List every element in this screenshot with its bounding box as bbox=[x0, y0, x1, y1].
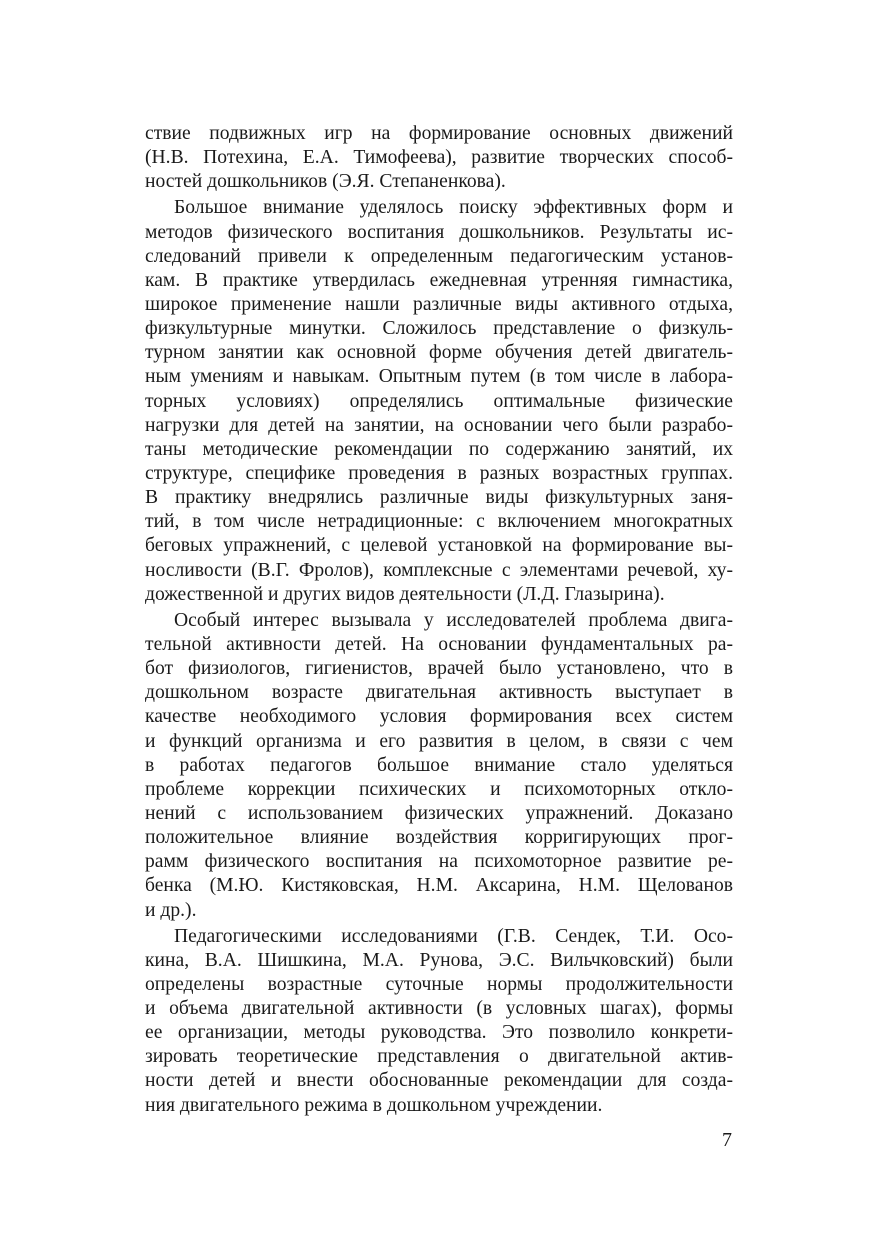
text-line: следований привели к определенным педагогическим установ- bbox=[145, 245, 733, 267]
text-line: зировать теоретические представления о двигательной актив- bbox=[145, 1046, 733, 1068]
text-line: и объема двигательной активности (в условных шагах), формы bbox=[145, 998, 733, 1020]
text-line: определены возрастные суточные нормы продолжительности bbox=[145, 973, 733, 995]
paragraph-1 bbox=[145, 122, 733, 194]
text-line: физкультурные минутки. Сложилось представление о физкуль- bbox=[145, 318, 733, 340]
text-line: дошкольном возрасте двигательная активность выступает в bbox=[145, 682, 733, 704]
text-line: дожественной и других видов деятельности (Л.Д. Глазырина). bbox=[145, 583, 665, 605]
text-line: кам. В практике утвердилась ежедневная утренняя гимнастика, bbox=[145, 269, 733, 291]
text-line: в работах педагогов большое внимание стало уделяться bbox=[145, 754, 733, 776]
text-line: Особый интерес вызывала у исследователей проблема двига- bbox=[174, 609, 733, 631]
text-line: бенка (М.Ю. Кистяковская, Н.М. Аксарина, Н.М. Щелованов bbox=[145, 875, 733, 897]
text-line: широкое применение нашли различные виды активного отдыха, bbox=[145, 293, 733, 315]
text-line: Педагогическими исследованиями (Г.В. Сендек, Т.И. Осо- bbox=[174, 925, 733, 947]
text-line: нений с использованием физических упражнений. Доказано bbox=[145, 802, 733, 824]
text-line: ствие подвижных игр на формирование основных движений bbox=[145, 123, 733, 144]
text-line: тельной активности детей. На основании фундаментальных ра- bbox=[145, 633, 733, 655]
text-line: бот физиологов, гигиенистов, врачей было установлено, что в bbox=[145, 658, 733, 680]
paragraph-4 bbox=[145, 925, 733, 1118]
text-line: рамм физического воспитания на психомоторное развитие ре- bbox=[145, 851, 733, 873]
text-line: носливости (В.Г. Фролов), комплексные с элементами речевой, ху- bbox=[145, 559, 733, 581]
text-line: таны методические рекомендации по содержанию занятий, их bbox=[145, 438, 733, 460]
text-line: турном занятии как основной форме обучения детей двигатель- bbox=[145, 342, 733, 364]
text-line: (Н.В. Потехина, Е.А. Тимофеева), развитие творческих способ- bbox=[145, 147, 733, 169]
text-line: ее организации, методы руководства. Это позволило конкрети- bbox=[145, 1022, 733, 1044]
page-number: 7 bbox=[722, 1129, 732, 1151]
paragraph-2 bbox=[145, 196, 733, 606]
text-line: тий, в том числе нетрадиционные: с включением многократных bbox=[145, 511, 733, 533]
text-line: Большое внимание уделялось поиску эффективных форм и bbox=[174, 197, 733, 219]
text-line: беговых упражнений, с целевой установкой на формирование вы- bbox=[145, 535, 733, 557]
text-line: В практику внедрялись различные виды физкультурных заня- bbox=[145, 487, 733, 509]
text-line: ния двигательного режима в дошкольном учреждении. bbox=[145, 1094, 603, 1116]
paragraph-3 bbox=[145, 609, 733, 923]
text-line: торных условиях) определялись оптимальные физические bbox=[145, 390, 733, 412]
page-body bbox=[145, 122, 733, 1118]
text-line: ностей дошкольников (Э.Я. Степаненкова). bbox=[145, 171, 506, 193]
text-line: кина, В.А. Шишкина, М.А. Рунова, Э.С. Вильчковский) были bbox=[145, 949, 733, 971]
text-line: ным умениям и навыкам. Опытным путем (в том числе в лабора- bbox=[145, 366, 733, 388]
text-line: структуре, специфике проведения в разных возрастных группах. bbox=[145, 462, 733, 484]
text-line: и др.). bbox=[145, 899, 197, 921]
text-line: нагрузки для детей на занятии, на основании чего были разрабо- bbox=[145, 414, 733, 436]
text-line: и функций организма и его развития в целом, в связи с чем bbox=[145, 730, 733, 752]
text-line: проблеме коррекции психических и психомоторных откло- bbox=[145, 778, 733, 800]
text-line: качестве необходимого условия формирования всех систем bbox=[145, 706, 733, 728]
text-line: ности детей и внести обоснованные рекомендации для созда- bbox=[145, 1070, 733, 1092]
text-line: методов физического воспитания дошкольников. Результаты ис- bbox=[145, 221, 733, 243]
text-line: положительное влияние воздействия корригирующих прог- bbox=[145, 827, 733, 849]
